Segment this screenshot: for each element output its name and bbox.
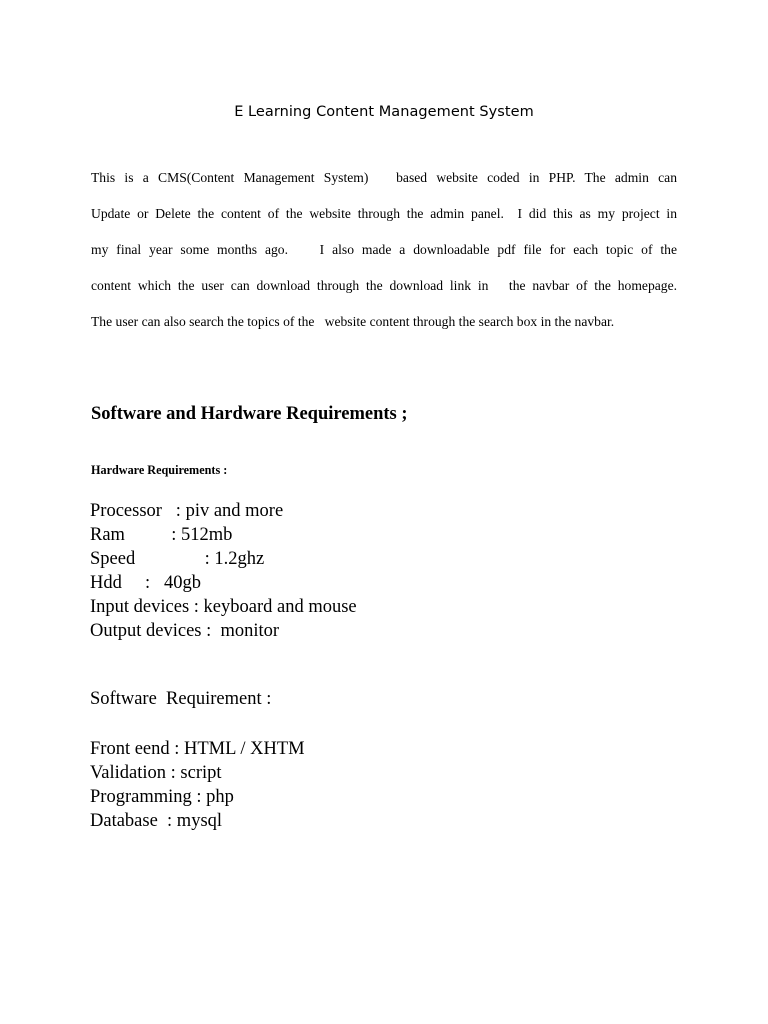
intro-line: my final year some months ago. I also made a downloadable pdf file for each topic of the [91,242,677,257]
software-item-validation: Validation : script [90,763,222,783]
software-item-programming: Programming : php [90,787,234,807]
intro-line: This is a CMS(Content Management System) based website coded in PHP. The admin can [91,170,677,185]
software-requirements-heading: Software Requirement : [90,689,272,709]
hardware-requirements-list [90,499,357,643]
intro-line: Update or Delete the content of the website through the admin panel. I did this as my project in [91,206,677,221]
hardware-item-hdd: Hdd : 40gb [90,573,201,593]
intro-line: The user can also search the topics of the website content through the search box in the navbar. [91,314,615,329]
software-item-front-end: Front eend : HTML / XHTM [90,739,305,759]
hardware-item-processor: Processor : piv and more [90,501,284,521]
hardware-item-speed: Speed : 1.2ghz [90,549,265,569]
software-requirements-list [90,737,305,833]
document-title: E Learning Content Management System [234,103,534,120]
hardware-item-ram: Ram : 512mb [90,525,233,545]
hardware-requirements-heading: Hardware Requirements : [91,463,228,477]
software-item-database: Database : mysql [90,811,223,831]
requirements-heading: Software and Hardware Requirements ; [91,404,408,424]
intro-paragraph [91,160,677,340]
hardware-item-input-devices: Input devices : keyboard and mouse [90,597,357,617]
intro-line: content which the user can download through the download link in the navbar of the homepage. [91,278,677,293]
hardware-item-output-devices: Output devices : monitor [90,621,280,641]
